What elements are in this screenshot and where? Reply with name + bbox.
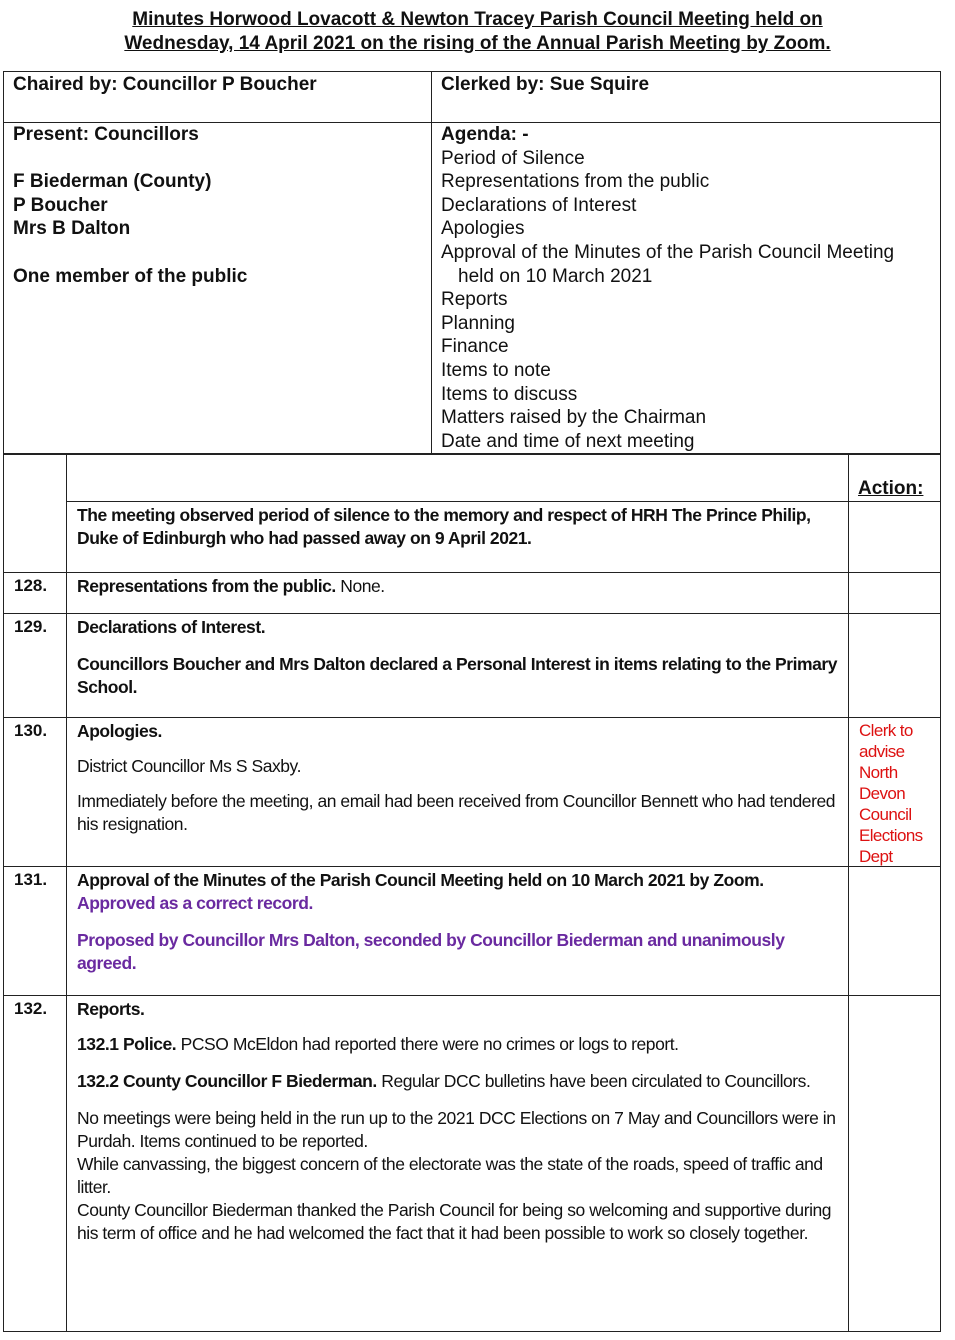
present-member: F Biederman (County) xyxy=(13,171,212,193)
public-attendance: One member of the public xyxy=(13,265,248,287)
county-label: 132.2 County Councillor F Biederman. xyxy=(77,1071,377,1091)
item-title: Approval of the Minutes of the Parish Council Meeting held on 10 March 2021 by Zoom. xyxy=(77,870,764,890)
agenda-item: Finance xyxy=(441,336,509,358)
action-column-divider xyxy=(848,455,849,1331)
agenda-item: Apologies xyxy=(441,218,525,240)
report-paragraph: County Councillor Biederman thanked the Parish Council for being so welcoming and supportive during his term of office and he had welcomed the fact that it had been possible to work so closely together. xyxy=(77,1200,832,1243)
agenda-item: Approval of the Minutes of the Parish Council Meeting xyxy=(441,241,895,263)
item-text: District Councillor Ms S Saxby. xyxy=(77,756,301,776)
row-divider xyxy=(4,613,940,614)
item-131-content xyxy=(77,869,847,975)
police-text: PCSO McEldon had reported there were no crimes or logs to report. xyxy=(176,1034,679,1054)
row-divider xyxy=(66,501,940,502)
title-line-2: Wednesday, 14 April 2021 on the rising of the Annual Parish Meeting by Zoom. xyxy=(124,33,831,54)
item-title: Representations from the public. xyxy=(77,576,336,596)
agenda-item: Period of Silence xyxy=(441,147,585,169)
row-divider xyxy=(4,572,940,573)
item-130-content xyxy=(77,720,847,836)
action-note: Clerk to advise North Devon Council Elections Dept xyxy=(859,721,923,866)
item-text: Councillors Boucher and Mrs Dalton declared a Personal Interest in items relating to the Primary School. xyxy=(77,654,838,697)
agenda-label: Agenda: - xyxy=(441,124,529,145)
agenda-item: Matters raised by the Chairman xyxy=(441,407,707,429)
item-number: 129. xyxy=(14,617,48,636)
present-section xyxy=(13,123,423,288)
silence-text: The meeting observed period of silence to the memory and respect of HRH The Prince Philip, Duke of Edinburgh who had passed away on 9 April 2021. xyxy=(77,505,811,548)
number-column-divider xyxy=(66,455,67,1331)
agenda-item: Items to discuss xyxy=(441,383,578,405)
agenda-item: held on 10 March 2021 xyxy=(458,265,653,287)
county-report xyxy=(77,1070,847,1093)
item-title: Reports. xyxy=(77,999,145,1019)
approval-text: Approved as a correct record. xyxy=(77,893,313,913)
item-132-content xyxy=(77,998,847,1245)
chaired-by: Chaired by: Councillor P Boucher xyxy=(13,74,317,95)
agenda-item: Declarations of Interest xyxy=(441,194,637,216)
document-title xyxy=(0,8,955,56)
minutes-table xyxy=(3,454,941,1332)
item-number: 128. xyxy=(14,576,48,595)
report-paragraph: While canvassing, the biggest concern of the electorate was the state of the roads, speed of traffic and litter. xyxy=(77,1154,823,1197)
item-number: 132. xyxy=(14,999,48,1018)
row-divider xyxy=(4,717,940,718)
present-label: Present: Councillors xyxy=(13,124,199,145)
report-paragraph: No meetings were being held in the run up to the 2021 DCC Elections on 7 May and Councillors were in Purdah. Items continued to be reported. xyxy=(77,1108,836,1151)
clerked-by: Clerked by: Sue Squire xyxy=(441,74,650,95)
item-title: Apologies. xyxy=(77,721,162,741)
present-member: P Boucher xyxy=(13,194,108,216)
item-title: Declarations of Interest. xyxy=(77,617,266,637)
police-label: 132.1 Police. xyxy=(77,1034,177,1054)
action-column-header: Action: xyxy=(858,478,924,499)
present-member: Mrs B Dalton xyxy=(13,218,131,240)
item-text: Immediately before the meeting, an email had been received from Councillor Bennett who had tendered his resignation. xyxy=(77,791,836,834)
title-line-1: Minutes Horwood Lovacott & Newton Tracey Parish Council Meeting held on xyxy=(132,9,823,30)
row-divider xyxy=(4,995,940,996)
item-number: 131. xyxy=(14,870,48,889)
column-divider xyxy=(431,72,432,453)
agenda-item: Date and time of next meeting xyxy=(441,430,695,452)
item-129-content xyxy=(77,616,847,699)
agenda-item: Items to note xyxy=(441,359,551,381)
item-128-content xyxy=(77,575,847,598)
item-text: None. xyxy=(335,576,385,596)
agenda-item: Reports xyxy=(441,289,508,311)
proposal-text: Proposed by Councillor Mrs Dalton, seconded by Councillor Biederman and unanimously agreed. xyxy=(77,930,785,973)
meeting-info-table xyxy=(3,71,941,454)
county-text: Regular DCC bulletins have been circulated to Councillors. xyxy=(376,1071,811,1091)
agenda-item: Planning xyxy=(441,312,515,334)
agenda-item: Representations from the public xyxy=(441,171,710,193)
row-divider xyxy=(4,866,940,867)
item-number: 130. xyxy=(14,721,48,740)
police-report xyxy=(77,1033,847,1056)
agenda-section xyxy=(441,123,936,453)
